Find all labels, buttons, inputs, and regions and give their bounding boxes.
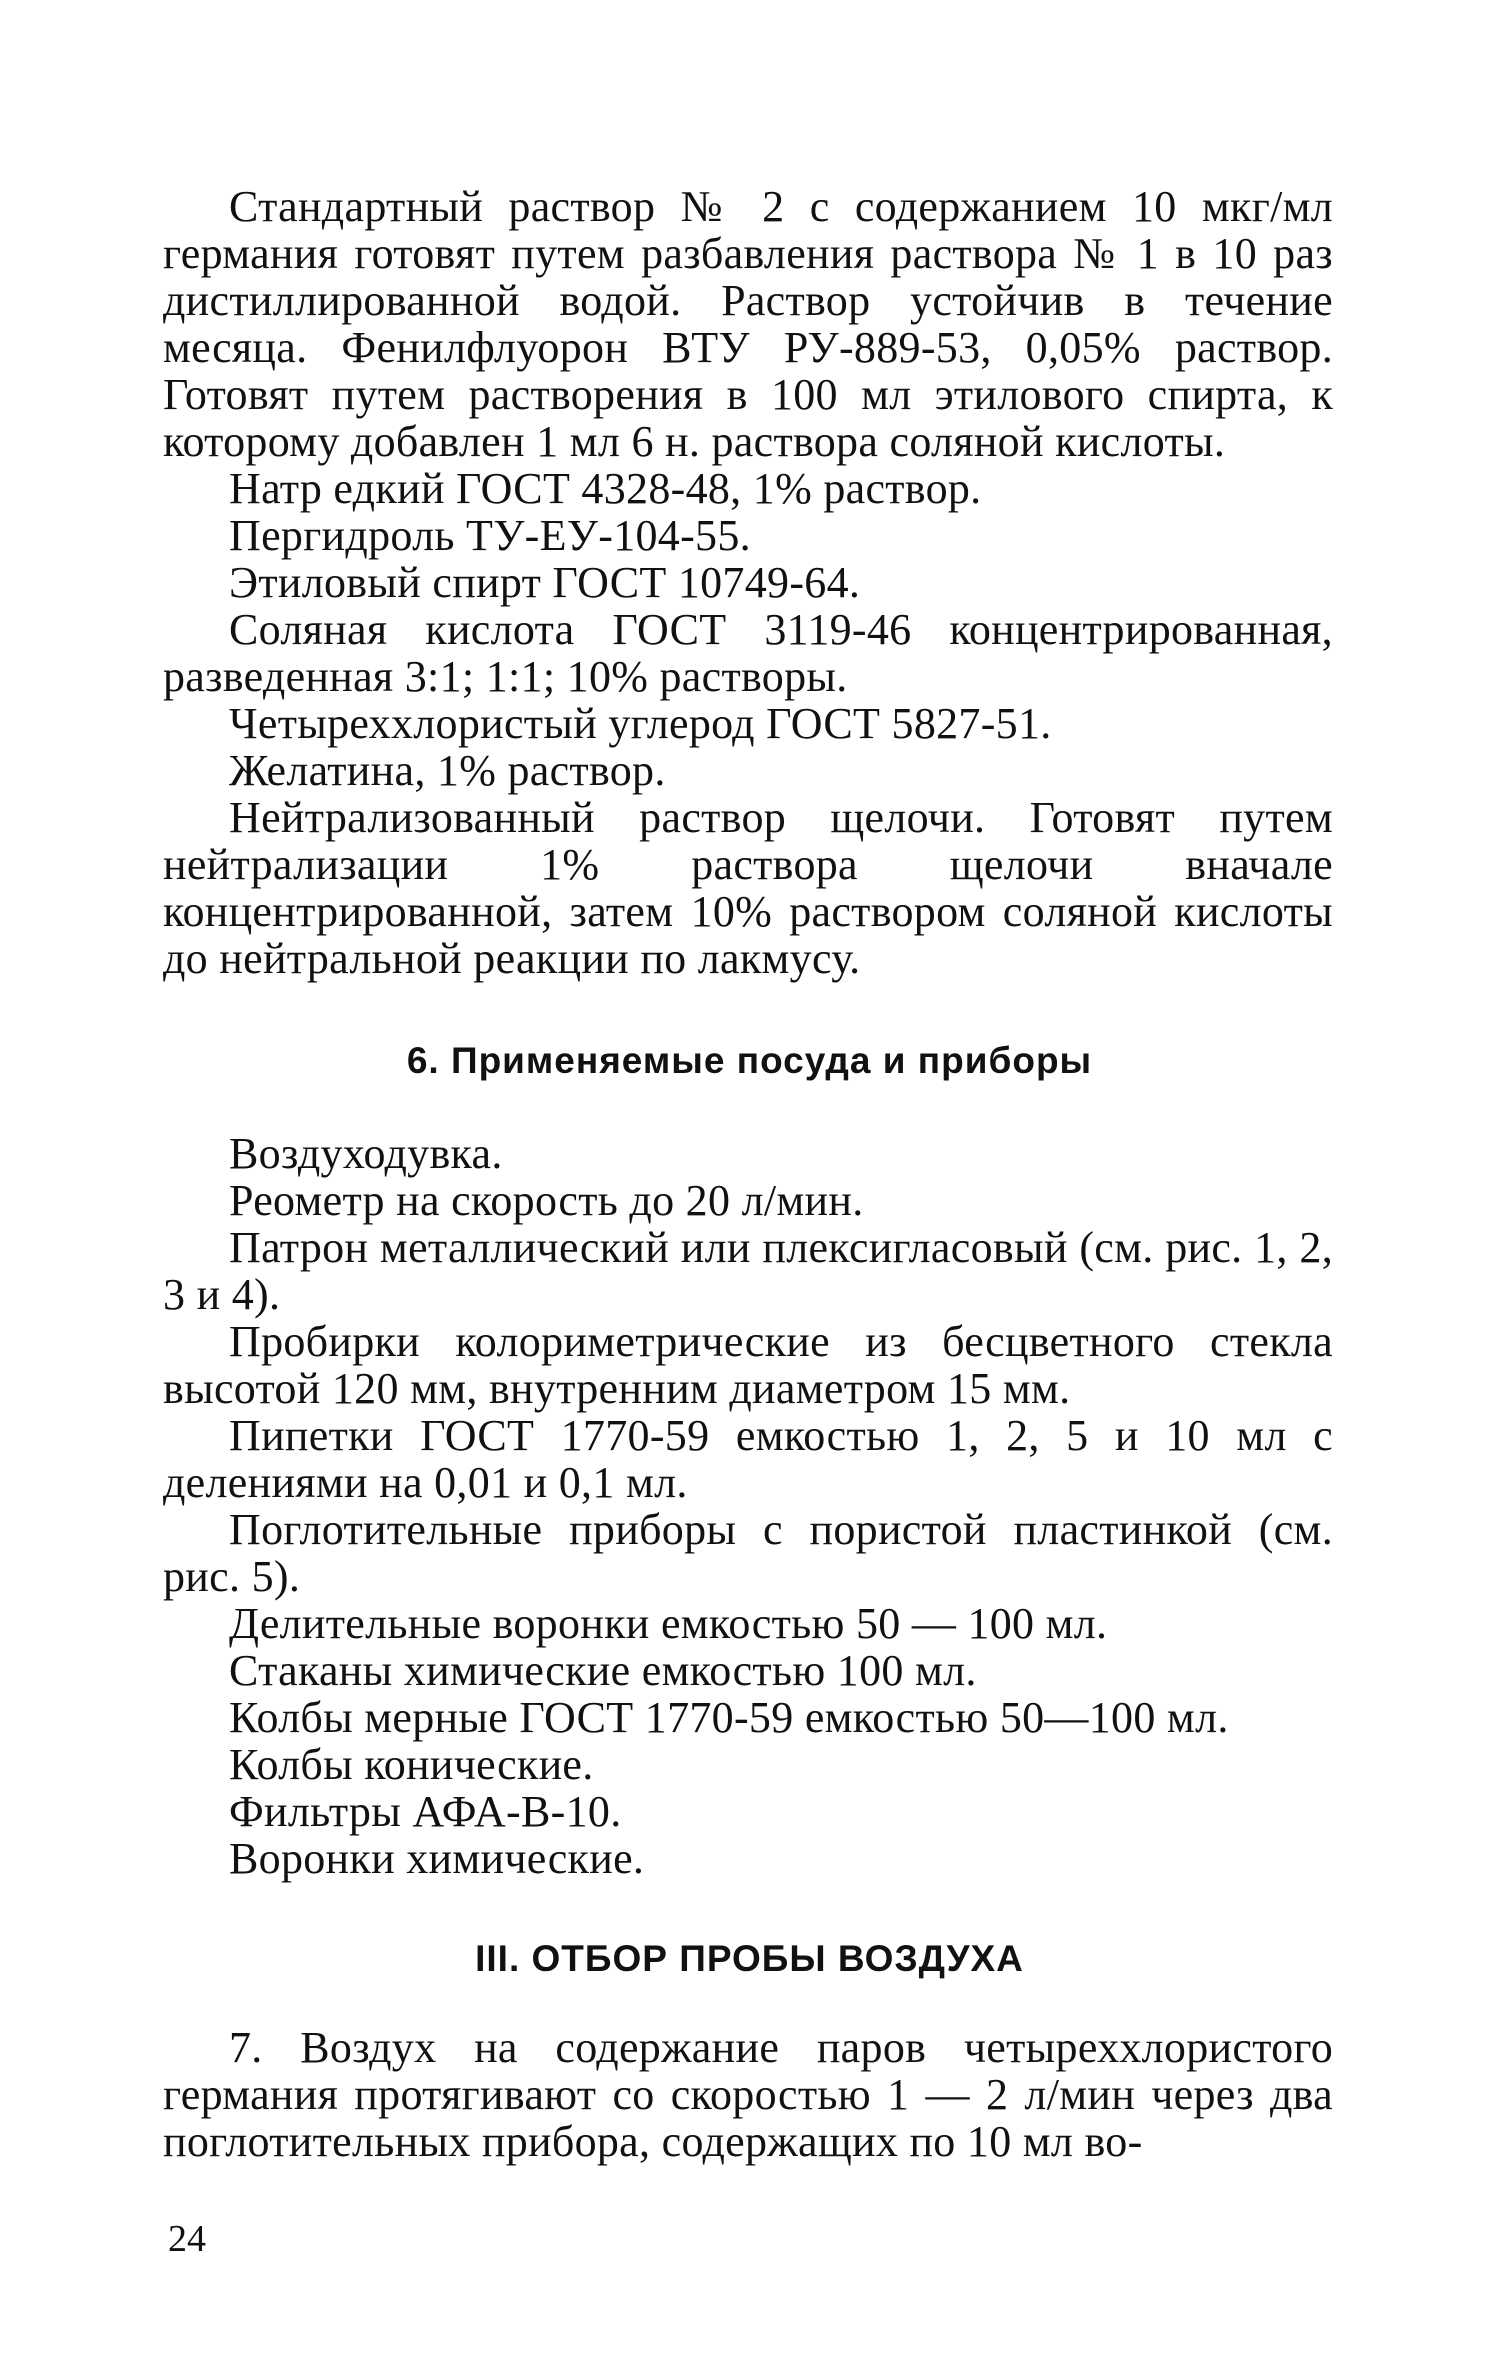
equipment-item: Патрон металлический или плексигласовый (см. рис. 1, 2, 3 и 4). xyxy=(163,1223,1333,1319)
section-3-heading: III. ОТБОР ПРОБЫ ВОЗДУХА xyxy=(475,1938,1024,1979)
reagent-sodium-hydroxide: Натр едкий ГОСТ 4328-48, 1% раствор. xyxy=(229,464,982,513)
equipment-item: Колбы конические. xyxy=(229,1740,594,1789)
equipment-item: Стаканы химические емкостью 100 мл. xyxy=(229,1646,977,1695)
equipment-item: Колбы мерные ГОСТ 1770-59 емкостью 50—100 мл. xyxy=(229,1693,1229,1742)
reagent-perhydrol: Пергидроль ТУ-ЕУ-104-55. xyxy=(229,511,751,560)
reagent-ethanol: Этиловый спирт ГОСТ 10749-64. xyxy=(229,558,861,607)
equipment-item: Поглотительные приборы с пористой пластинкой (см. рис. 5). xyxy=(163,1505,1333,1601)
equipment-item: Делительные воронки емкостью 50 — 100 мл. xyxy=(229,1599,1108,1648)
equipment-item: Воздуходувка. xyxy=(229,1129,503,1178)
section-6-heading: 6. Применяемые посуда и приборы xyxy=(406,1040,1093,1081)
reagent-carbon-tetrachloride: Четыреххлористый углерод ГОСТ 5827-51. xyxy=(229,699,1052,748)
reagent-gelatin: Желатина, 1% раствор. xyxy=(229,746,666,795)
paragraph-air-sampling: 7. Воздух на содержание паров четыреххлористого германия протягивают со скоростью 1 — 2 л/мин через два поглотительных прибора, содержащих по 10 мл во- xyxy=(163,2023,1333,2166)
paragraph-standard-solution: Стандартный раствор № 2 с содержанием 10 мкг/мл германия готовят путем разбавления раствора № 1 в 10 раз дистиллированной водой. Раствор устойчив в течение месяца. Фенилфлуорон ВТУ РУ-889-53, 0,05% раствор. Готовят путем растворения в 100 мл этилового спирта, к которому добавлен 1 мл 6 н. раствора соляной кислоты. xyxy=(163,182,1333,466)
equipment-item: Воронки химические. xyxy=(229,1834,645,1883)
page-number: 24 xyxy=(168,2218,206,2260)
equipment-item: Пробирки колориметрические из бесцветного стекла высотой 120 мм, внутренним диаметром 15 мм. xyxy=(163,1317,1333,1413)
equipment-item: Фильтры АФА-В-10. xyxy=(229,1787,622,1836)
reagent-neutralized-alkali: Нейтрализованный раствор щелочи. Готовят путем нейтрализации 1% раствора щелочи вначале концентрированной, затем 10% раствором соляной кислоты до нейтральной реакции по лакмусу. xyxy=(163,793,1333,983)
equipment-item: Реометр на скорость до 20 л/мин. xyxy=(229,1176,864,1225)
equipment-item: Пипетки ГОСТ 1770-59 емкостью 1, 2, 5 и 10 мл с делениями на 0,01 и 0,1 мл. xyxy=(163,1411,1333,1507)
reagent-hydrochloric-acid: Соляная кислота ГОСТ 3119-46 концентрированная, разведенная 3:1; 1:1; 10% растворы. xyxy=(163,605,1333,701)
